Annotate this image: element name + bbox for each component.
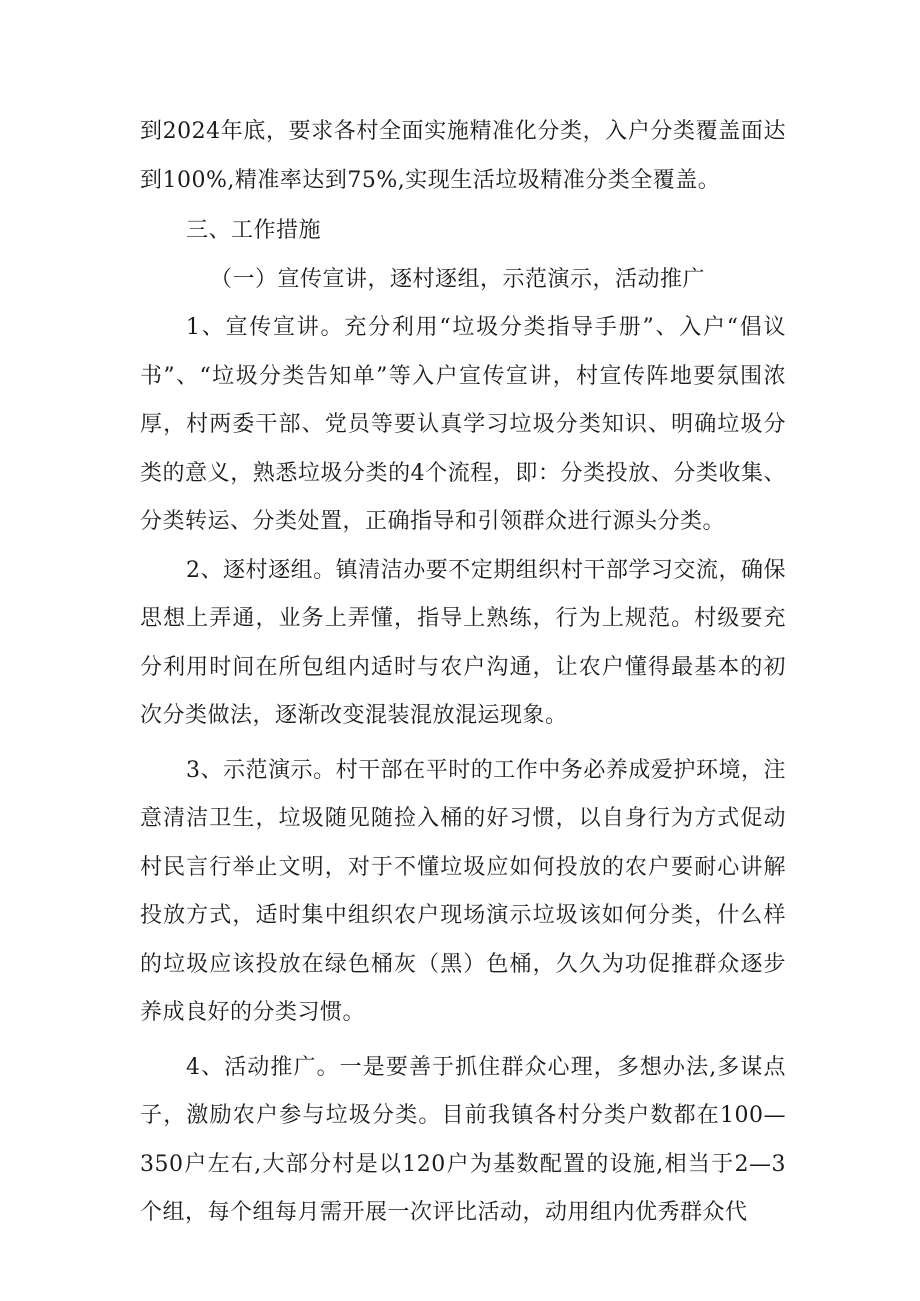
paragraph-item-4: 4、活动推广。一是要善于抓住群众心理，多想办法,多谋点子，激励农户参与垃圾分类。目前我镇各村分类户数都在100—350户左右,大部分村是以120户为基数配置的设施,相当于2—3个组，每个组每月需开展一次评比活动，动用组内优秀群众代 [140, 1054, 786, 1225]
paragraph-item-2: 2、逐村逐组。镇清洁办要不定期组织村干部学习交流，确保思想上弄通，业务上弄懂，指导上熟练，行为上规范。村级要充分利用时间在所包组内适时与农户沟通，让农户懂得最基本的初次分类做法，逐渐改变混装混放混运现象。 [140, 557, 786, 728]
subsection-heading: （一）宣传宣讲，逐村逐组，示范演示，活动推广 [210, 266, 706, 292]
paragraph-item-3: 3、示范演示。村干部在平时的工作中务必养成爱护环境，注意清洁卫生，垃圾随见随捡入桶的好习惯，以自身行为方式促动村民言行举止文明，对于不懂垃圾应如何投放的农户要耐心讲解投放方式，适时集中组织农户现场演示垃圾该如何分类，什么样的垃圾应该投放在绿色桶灰（黑）色桶，久久为功促推群众逐步养成良好的分类习惯。 [140, 757, 786, 1025]
section-heading: 三、工作措施 [186, 218, 322, 243]
paragraph-continuation: 到2024年底，要求各村全面实施精准化分类，入户分类覆盖面达到100%,精准率达到75%,实现生活垃圾精准分类全覆盖。 [140, 119, 786, 193]
paragraph-item-1: 1、宣传宣讲。充分利用“垃圾分类指导手册”、入户“倡议书”、“垃圾分类告知单”等入户宣传宣讲，村宣传阵地要氛围浓厚，村两委干部、党员等要认真学习垃圾分类知识、明确垃圾分类的意义，熟悉垃圾分类的4个流程，即：分类投放、分类收集、分类转运、分类处置，正确指导和引领群众进行源头分类。 [140, 315, 786, 534]
document-body [140, 108, 786, 1238]
